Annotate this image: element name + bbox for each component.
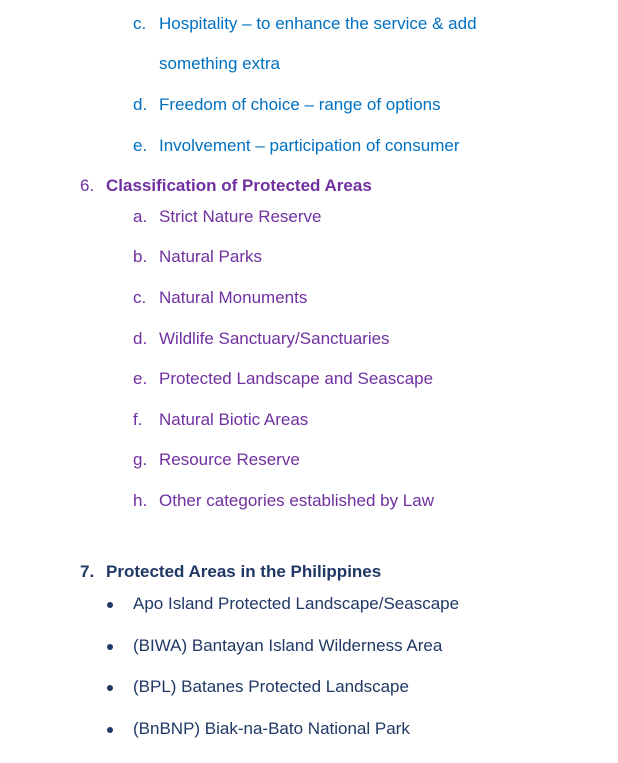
list-item-text: Freedom of choice – range of options [159,95,441,114]
section-number: 7. [80,562,95,581]
list-marker: f. [133,410,143,429]
list-item-text: Natural Parks [159,247,262,266]
section-number: 6. [80,176,95,195]
list-item-text: Apo Island Protected Landscape/Seascape [133,594,460,613]
list-item-text: Wildlife Sanctuary/Sanctuaries [159,329,390,348]
list-marker: c. [133,14,147,33]
list-marker: a. [133,207,148,226]
list-marker: e. [133,369,148,388]
list-marker: c. [133,288,147,307]
section-title: Classification of Protected Areas [106,176,372,195]
list-item-text: Other categories established by Law [159,491,434,510]
list-item-text: (BnBNP) Biak-na-Bato National Park [133,719,410,738]
list-item-text: Involvement – participation of consumer [159,136,460,155]
list-item-continuation [159,54,280,74]
section-title: Protected Areas in the Philippines [106,562,382,581]
list-item-text: Natural Biotic Areas [159,410,309,429]
list-marker: d. [133,329,148,348]
list-marker: h. [133,491,148,510]
bullet-icon [107,644,113,650]
list-item-text: (BIWA) Bantayan Island Wilderness Area [133,636,443,655]
list-item-text: Natural Monuments [159,288,308,307]
list-item-text: something extra [159,54,280,73]
list-marker: b. [133,247,148,266]
list-marker: e. [133,136,148,155]
bullet-icon [107,602,113,608]
list-item-text: Hospitality – to enhance the service & add [159,14,477,33]
list-item-text: Resource Reserve [159,450,300,469]
list-item-text: (BPL) Batanes Protected Landscape [133,677,409,696]
bullet-icon [107,727,113,733]
bullet-icon [107,685,113,691]
list-item-text: Strict Nature Reserve [159,207,322,226]
list-marker: d. [133,95,148,114]
list-item-text: Protected Landscape and Seascape [159,369,434,388]
list-marker: g. [133,450,148,469]
